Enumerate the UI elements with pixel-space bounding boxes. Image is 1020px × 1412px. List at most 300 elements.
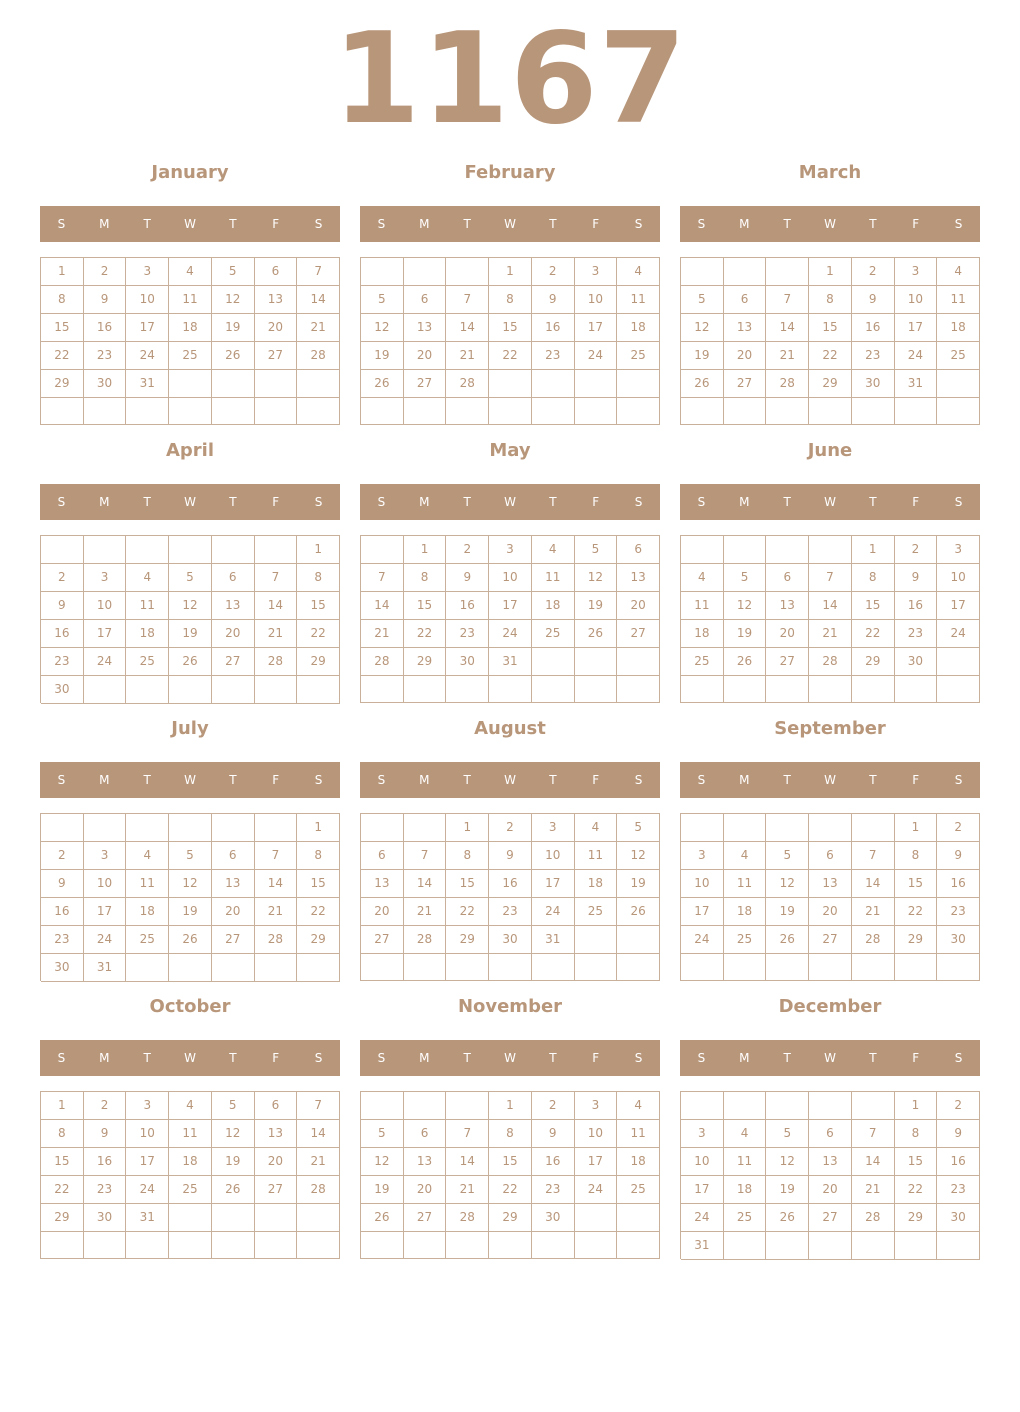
weekday-label: F <box>912 773 920 787</box>
empty-cell <box>617 1204 660 1232</box>
empty-cell <box>575 1232 618 1259</box>
month-title: May <box>489 440 531 461</box>
weekday-header <box>360 762 660 798</box>
weekday-label: S <box>634 1051 643 1065</box>
day-cell: 21 <box>255 898 298 926</box>
day-cell: 31 <box>126 370 169 398</box>
day-cell: 1 <box>895 814 938 842</box>
day-cell: 9 <box>532 286 575 314</box>
day-cell: 17 <box>126 314 169 342</box>
day-cell: 12 <box>361 1148 404 1176</box>
empty-cell <box>84 398 127 425</box>
day-cell: 27 <box>212 648 255 676</box>
day-cell: 17 <box>681 898 724 926</box>
day-cell: 12 <box>766 870 809 898</box>
empty-cell <box>617 676 660 703</box>
day-cell: 22 <box>446 898 489 926</box>
day-cell: 27 <box>212 926 255 954</box>
day-cell: 2 <box>532 1092 575 1120</box>
day-cell: 21 <box>852 1176 895 1204</box>
day-cell: 8 <box>41 1120 84 1148</box>
day-cell: 10 <box>84 870 127 898</box>
day-cell: 15 <box>809 314 852 342</box>
day-cell: 30 <box>852 370 895 398</box>
day-cell: 23 <box>532 342 575 370</box>
day-cell: 25 <box>617 1176 660 1204</box>
day-cell: 20 <box>212 620 255 648</box>
weekday-label: S <box>57 495 66 509</box>
day-cell: 8 <box>446 842 489 870</box>
day-cell: 31 <box>84 954 127 982</box>
day-cell: 1 <box>446 814 489 842</box>
empty-cell <box>575 954 618 981</box>
weekday-label: W <box>184 773 196 787</box>
empty-cell <box>532 676 575 703</box>
day-cell: 25 <box>724 1204 767 1232</box>
day-cell: 16 <box>532 1148 575 1176</box>
day-cell: 28 <box>809 648 852 676</box>
day-cell: 28 <box>297 342 340 370</box>
weekday-label: T <box>783 495 791 509</box>
empty-cell <box>681 814 724 842</box>
empty-cell <box>532 370 575 398</box>
weekday-label: F <box>592 773 600 787</box>
day-grid <box>360 535 660 703</box>
day-cell: 3 <box>532 814 575 842</box>
day-cell: 11 <box>724 1148 767 1176</box>
empty-cell <box>852 398 895 425</box>
day-cell: 13 <box>617 564 660 592</box>
empty-cell <box>766 258 809 286</box>
empty-cell <box>489 676 532 703</box>
day-cell: 20 <box>724 342 767 370</box>
day-cell: 26 <box>169 648 212 676</box>
empty-cell <box>766 398 809 425</box>
day-cell: 25 <box>169 1176 212 1204</box>
day-cell: 8 <box>895 842 938 870</box>
empty-cell <box>297 1232 340 1259</box>
day-cell: 11 <box>575 842 618 870</box>
empty-cell <box>575 648 618 676</box>
day-cell: 13 <box>361 870 404 898</box>
empty-cell <box>212 370 255 398</box>
day-cell: 3 <box>895 258 938 286</box>
empty-cell <box>361 676 404 703</box>
day-cell: 7 <box>255 842 298 870</box>
day-cell: 12 <box>766 1148 809 1176</box>
weekday-label: M <box>99 773 110 787</box>
weekday-label: M <box>99 217 110 231</box>
empty-cell <box>404 814 447 842</box>
day-cell: 28 <box>361 648 404 676</box>
empty-cell <box>937 648 980 676</box>
day-cell: 13 <box>255 286 298 314</box>
day-cell: 8 <box>895 1120 938 1148</box>
month-title: February <box>464 162 556 183</box>
weekday-label: S <box>954 1051 963 1065</box>
weekday-label: F <box>592 495 600 509</box>
weekday-label: T <box>549 773 557 787</box>
day-cell: 24 <box>575 1176 618 1204</box>
day-cell: 25 <box>532 620 575 648</box>
empty-cell <box>575 370 618 398</box>
day-cell: 26 <box>169 926 212 954</box>
day-cell: 7 <box>255 564 298 592</box>
weekday-label: T <box>143 495 151 509</box>
empty-cell <box>212 676 255 704</box>
day-cell: 8 <box>852 564 895 592</box>
day-cell: 4 <box>937 258 980 286</box>
day-cell: 22 <box>41 342 84 370</box>
empty-cell <box>169 814 212 842</box>
day-cell: 28 <box>852 926 895 954</box>
day-cell: 8 <box>809 286 852 314</box>
day-cell: 22 <box>404 620 447 648</box>
day-cell: 24 <box>489 620 532 648</box>
day-cell: 28 <box>255 648 298 676</box>
day-cell: 30 <box>937 926 980 954</box>
day-cell: 29 <box>446 926 489 954</box>
day-cell: 4 <box>617 1092 660 1120</box>
weekday-label: M <box>739 773 750 787</box>
day-cell: 7 <box>852 1120 895 1148</box>
day-cell: 6 <box>361 842 404 870</box>
empty-cell <box>255 398 298 425</box>
day-cell: 16 <box>84 314 127 342</box>
day-cell: 4 <box>126 842 169 870</box>
empty-cell <box>937 1232 980 1260</box>
day-cell: 5 <box>361 286 404 314</box>
empty-cell <box>532 1232 575 1259</box>
day-cell: 20 <box>617 592 660 620</box>
weekday-label: M <box>419 773 430 787</box>
weekday-label: T <box>229 217 237 231</box>
day-cell: 23 <box>852 342 895 370</box>
empty-cell <box>126 536 169 564</box>
day-cell: 9 <box>41 592 84 620</box>
day-cell: 31 <box>895 370 938 398</box>
day-cell: 4 <box>169 1092 212 1120</box>
weekday-label: W <box>824 495 836 509</box>
weekday-label: S <box>314 773 323 787</box>
weekday-label: W <box>504 217 516 231</box>
empty-cell <box>84 1232 127 1259</box>
day-cell: 15 <box>297 592 340 620</box>
day-cell: 16 <box>937 870 980 898</box>
day-cell: 17 <box>489 592 532 620</box>
day-cell: 17 <box>126 1148 169 1176</box>
day-cell: 15 <box>41 314 84 342</box>
day-cell: 23 <box>41 926 84 954</box>
day-cell: 13 <box>809 870 852 898</box>
day-cell: 17 <box>84 620 127 648</box>
empty-cell <box>126 398 169 425</box>
day-cell: 28 <box>766 370 809 398</box>
day-cell: 2 <box>532 258 575 286</box>
day-cell: 16 <box>489 870 532 898</box>
day-cell: 3 <box>84 564 127 592</box>
day-cell: 21 <box>809 620 852 648</box>
day-cell: 18 <box>937 314 980 342</box>
weekday-label: W <box>184 495 196 509</box>
empty-cell <box>212 1232 255 1259</box>
day-cell: 10 <box>937 564 980 592</box>
day-cell: 18 <box>724 1176 767 1204</box>
weekday-label: W <box>184 1051 196 1065</box>
empty-cell <box>361 814 404 842</box>
day-cell: 2 <box>852 258 895 286</box>
day-cell: 9 <box>84 286 127 314</box>
day-cell: 29 <box>895 1204 938 1232</box>
weekday-label: S <box>634 217 643 231</box>
day-cell: 19 <box>212 1148 255 1176</box>
empty-cell <box>489 370 532 398</box>
weekday-label: T <box>463 773 471 787</box>
day-cell: 17 <box>575 1148 618 1176</box>
weekday-label: T <box>463 217 471 231</box>
day-cell: 31 <box>489 648 532 676</box>
day-cell: 11 <box>617 1120 660 1148</box>
empty-cell <box>724 536 767 564</box>
day-cell: 13 <box>724 314 767 342</box>
day-cell: 7 <box>852 842 895 870</box>
weekday-header <box>360 484 660 520</box>
day-cell: 29 <box>41 1204 84 1232</box>
empty-cell <box>84 676 127 704</box>
empty-cell <box>809 1232 852 1260</box>
day-cell: 29 <box>895 926 938 954</box>
day-cell: 10 <box>84 592 127 620</box>
day-cell: 27 <box>809 1204 852 1232</box>
day-cell: 26 <box>361 370 404 398</box>
day-cell: 18 <box>126 620 169 648</box>
empty-cell <box>404 398 447 425</box>
day-cell: 3 <box>681 842 724 870</box>
day-cell: 20 <box>766 620 809 648</box>
day-cell: 28 <box>297 1176 340 1204</box>
day-cell: 25 <box>724 926 767 954</box>
weekday-label: S <box>377 1051 386 1065</box>
day-cell: 7 <box>446 286 489 314</box>
day-cell: 24 <box>681 926 724 954</box>
day-cell: 16 <box>41 898 84 926</box>
day-cell: 25 <box>169 342 212 370</box>
day-cell: 12 <box>724 592 767 620</box>
empty-cell <box>724 954 767 981</box>
day-cell: 6 <box>212 564 255 592</box>
empty-cell <box>126 1232 169 1259</box>
empty-cell <box>446 398 489 425</box>
day-cell: 18 <box>724 898 767 926</box>
weekday-header <box>680 206 980 242</box>
day-cell: 17 <box>575 314 618 342</box>
day-cell: 4 <box>724 1120 767 1148</box>
day-cell: 11 <box>937 286 980 314</box>
weekday-header <box>40 1040 340 1076</box>
empty-cell <box>446 1092 489 1120</box>
weekday-label: S <box>377 217 386 231</box>
weekday-label: S <box>954 773 963 787</box>
weekday-header <box>680 484 980 520</box>
day-cell: 13 <box>404 314 447 342</box>
day-cell: 28 <box>446 370 489 398</box>
empty-cell <box>255 814 298 842</box>
day-cell: 30 <box>41 676 84 704</box>
day-cell: 17 <box>84 898 127 926</box>
day-cell: 3 <box>489 536 532 564</box>
day-cell: 16 <box>895 592 938 620</box>
day-cell: 22 <box>852 620 895 648</box>
day-cell: 3 <box>575 258 618 286</box>
empty-cell <box>681 954 724 981</box>
day-grid <box>360 1091 660 1259</box>
day-grid <box>680 535 980 703</box>
weekday-label: M <box>99 495 110 509</box>
weekday-label: T <box>463 495 471 509</box>
day-cell: 2 <box>84 258 127 286</box>
weekday-label: S <box>697 773 706 787</box>
day-cell: 1 <box>489 1092 532 1120</box>
day-cell: 12 <box>681 314 724 342</box>
empty-cell <box>84 814 127 842</box>
day-cell: 29 <box>404 648 447 676</box>
day-cell: 14 <box>297 1120 340 1148</box>
weekday-label: S <box>634 495 643 509</box>
day-cell: 10 <box>575 1120 618 1148</box>
day-cell: 10 <box>489 564 532 592</box>
day-cell: 6 <box>617 536 660 564</box>
day-cell: 7 <box>404 842 447 870</box>
month-title: October <box>149 996 231 1017</box>
day-cell: 18 <box>575 870 618 898</box>
empty-cell <box>169 1232 212 1259</box>
day-cell: 29 <box>297 926 340 954</box>
empty-cell <box>937 398 980 425</box>
day-cell: 22 <box>489 1176 532 1204</box>
empty-cell <box>766 536 809 564</box>
weekday-label: T <box>869 773 877 787</box>
empty-cell <box>617 1232 660 1259</box>
weekday-label: M <box>739 495 750 509</box>
empty-cell <box>126 954 169 982</box>
day-cell: 25 <box>126 648 169 676</box>
day-cell: 19 <box>361 1176 404 1204</box>
weekday-label: W <box>504 773 516 787</box>
day-cell: 24 <box>84 926 127 954</box>
month-title: December <box>778 996 882 1017</box>
weekday-label: S <box>314 217 323 231</box>
empty-cell <box>852 676 895 703</box>
day-grid <box>40 813 340 981</box>
day-cell: 1 <box>852 536 895 564</box>
weekday-label: T <box>143 1051 151 1065</box>
day-cell: 18 <box>169 1148 212 1176</box>
weekday-label: M <box>739 217 750 231</box>
month-title: March <box>798 162 862 183</box>
empty-cell <box>724 1232 767 1260</box>
day-cell: 14 <box>852 1148 895 1176</box>
day-cell: 8 <box>404 564 447 592</box>
day-cell: 21 <box>297 314 340 342</box>
day-cell: 12 <box>169 592 212 620</box>
day-cell: 21 <box>446 1176 489 1204</box>
day-cell: 20 <box>255 314 298 342</box>
day-cell: 4 <box>532 536 575 564</box>
day-cell: 10 <box>126 1120 169 1148</box>
weekday-header <box>360 1040 660 1076</box>
day-cell: 27 <box>255 342 298 370</box>
empty-cell <box>895 954 938 981</box>
day-cell: 8 <box>489 1120 532 1148</box>
day-cell: 12 <box>212 286 255 314</box>
weekday-label: F <box>912 217 920 231</box>
day-cell: 22 <box>41 1176 84 1204</box>
day-cell: 27 <box>724 370 767 398</box>
empty-cell <box>361 398 404 425</box>
empty-cell <box>41 536 84 564</box>
weekday-label: M <box>419 1051 430 1065</box>
day-cell: 14 <box>404 870 447 898</box>
empty-cell <box>617 926 660 954</box>
day-cell: 24 <box>126 342 169 370</box>
day-cell: 5 <box>169 564 212 592</box>
day-cell: 15 <box>446 870 489 898</box>
weekday-label: W <box>184 217 196 231</box>
empty-cell <box>404 954 447 981</box>
day-cell: 9 <box>41 870 84 898</box>
empty-cell <box>809 1092 852 1120</box>
day-cell: 21 <box>404 898 447 926</box>
empty-cell <box>212 954 255 982</box>
day-cell: 5 <box>361 1120 404 1148</box>
day-cell: 30 <box>446 648 489 676</box>
weekday-label: T <box>143 217 151 231</box>
day-cell: 26 <box>766 926 809 954</box>
empty-cell <box>681 1092 724 1120</box>
day-cell: 29 <box>489 1204 532 1232</box>
day-cell: 3 <box>126 1092 169 1120</box>
day-cell: 13 <box>766 592 809 620</box>
day-cell: 22 <box>297 898 340 926</box>
empty-cell <box>41 398 84 425</box>
empty-cell <box>617 370 660 398</box>
day-cell: 28 <box>404 926 447 954</box>
day-cell: 26 <box>212 1176 255 1204</box>
day-cell: 23 <box>84 1176 127 1204</box>
day-cell: 3 <box>84 842 127 870</box>
day-cell: 19 <box>575 592 618 620</box>
day-cell: 21 <box>446 342 489 370</box>
empty-cell <box>617 398 660 425</box>
day-cell: 13 <box>809 1148 852 1176</box>
day-cell: 19 <box>766 1176 809 1204</box>
day-grid <box>360 257 660 425</box>
weekday-label: F <box>592 1051 600 1065</box>
day-cell: 29 <box>809 370 852 398</box>
day-cell: 11 <box>169 1120 212 1148</box>
day-cell: 15 <box>404 592 447 620</box>
weekday-label: S <box>377 495 386 509</box>
day-cell: 23 <box>895 620 938 648</box>
day-cell: 6 <box>404 286 447 314</box>
weekday-label: T <box>549 1051 557 1065</box>
day-cell: 19 <box>766 898 809 926</box>
empty-cell <box>212 536 255 564</box>
day-cell: 6 <box>212 842 255 870</box>
empty-cell <box>41 1232 84 1259</box>
day-cell: 30 <box>84 370 127 398</box>
day-cell: 16 <box>852 314 895 342</box>
